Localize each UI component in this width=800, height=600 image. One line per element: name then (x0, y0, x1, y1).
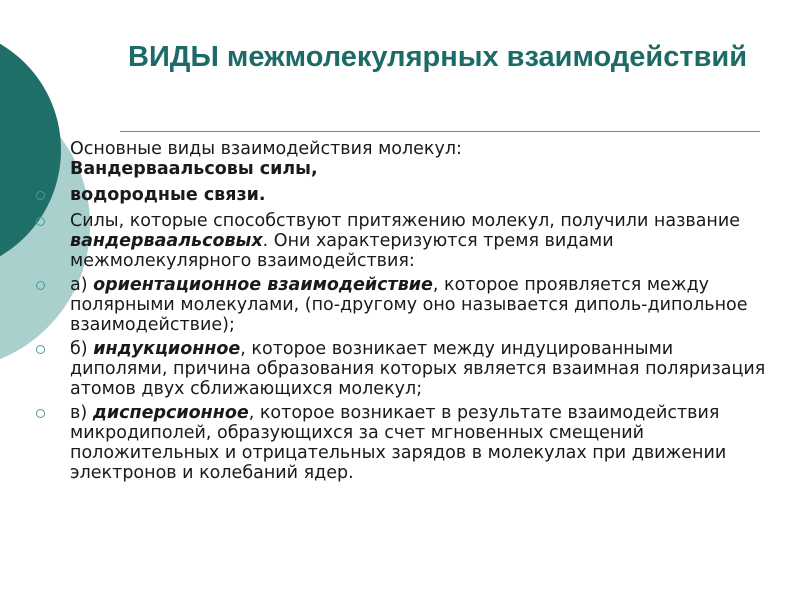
intro-block (70, 139, 775, 205)
item-text: в) (70, 403, 93, 423)
title-divider (120, 131, 760, 132)
intro-line: Основные виды взаимодействия молекул: (70, 139, 462, 159)
item-emphasis: дисперсионное (92, 403, 249, 423)
item-text: . Они характеризуются тремя видами межмолекулярного взаимодействия: (70, 231, 614, 271)
item-text: , которое возникает в результате взаимодействия микродиполей, образующихся за счет мгновенных смещений положительных и отрицательных зарядов в молекулах при движении электронов и колебаний ядер. (70, 403, 727, 483)
list-item (70, 275, 775, 335)
bullet-icon (36, 191, 45, 200)
list-item (70, 211, 775, 271)
item-text: а) (70, 275, 94, 295)
bullet-icon (36, 281, 45, 290)
list-item (70, 339, 775, 399)
intro-bold-forces: Вандерваальсовы силы, (70, 159, 318, 179)
bullet-icon (36, 217, 45, 226)
item-text: б) (70, 339, 94, 359)
slide-title: ВИДЫ межмолекулярных взаимодействий (128, 41, 748, 73)
bullet-icon (36, 409, 45, 418)
bullet-icon (36, 345, 45, 354)
item-text: , которое возникает между индуцированными диполями, причина образования которых является взаимная поляризация атомов двух сближающихся молекул; (70, 339, 766, 399)
list-item (70, 403, 775, 483)
item-emphasis: вандерваальсовых (70, 231, 263, 251)
slide-body (70, 139, 775, 487)
item-text: , которое проявляется между полярными молекулами, (по-другому оно называется диполь-дипольное взаимодействие); (70, 275, 748, 335)
item-emphasis: индукционное (93, 339, 241, 359)
intro-bold-hydrogen: водородные связи. (70, 185, 266, 205)
item-emphasis: ориентационное взаимодействие (93, 275, 433, 295)
item-text: Силы, которые способствуют притяжению молекул, получили название (70, 211, 741, 231)
